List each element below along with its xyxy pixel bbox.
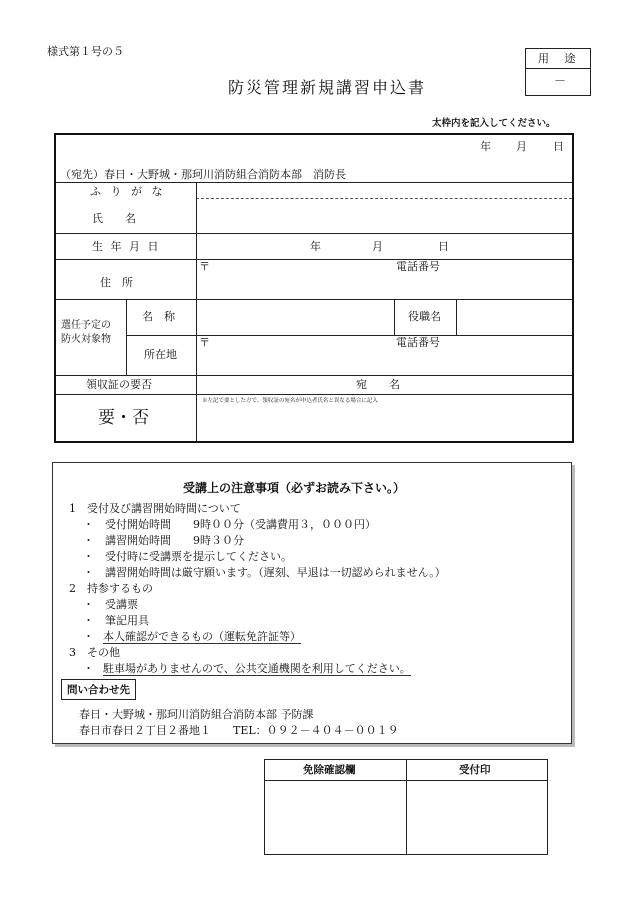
facility-location-field[interactable] [198,337,570,374]
name-field[interactable] [198,200,570,232]
notes-item-bullet: ・ [83,662,94,675]
facility-phone-label: 電話番号 [396,336,440,349]
furigana-label: ふ り が な [90,185,166,198]
birth-day-label: 日 [438,240,449,253]
name-label: 氏 名 [92,212,136,225]
date-year-label: 年 [480,140,491,153]
facility-name-field[interactable] [198,301,392,334]
contact-address: 春日市春日２丁目２番地１ TEL：０９２－４０４－００１９ [79,724,399,737]
phone-label: 電話番号 [396,260,440,273]
exemption-header: 免除確認欄 [303,764,356,776]
addressee-line: （宛先）春日・大野城・那珂川消防組合消防本部 消防長 [60,168,346,181]
usage-label: 用 途 [538,52,582,65]
facility-group-label-2: 防火対象物 [61,334,111,345]
notes-item: 駐車場がありませんので、公共交通機関を利用してください。 [103,662,411,675]
exemption-check-field[interactable] [265,781,405,854]
date-month-label: 月 [516,140,527,153]
notes-item-bullet: ・ [83,630,94,643]
notes-section-2: 2 持参するもの [69,582,153,595]
birthdate-field[interactable] [198,235,570,258]
notes-item: ・ 受講票 [83,598,138,611]
notes-item: ・ 受付時に受講票を提示してください。 [83,550,292,563]
position-label: 役職名 [408,310,441,323]
form-number: 様式第１号の５ [47,45,124,58]
position-field[interactable] [458,301,570,334]
notes-title: 受講上の注意事項（必ずお読み下さい。） [183,481,406,495]
usage-box [525,48,591,96]
facility-postal-mark: 〒 [199,336,210,349]
furigana-field[interactable] [198,184,570,198]
notes-item: 本人確認ができるもの（運転免許証等） [103,630,301,643]
notes-section-3: 3 その他 [69,646,120,659]
facility-location-label: 所在地 [144,348,177,361]
notes-item: ・ 筆記用具 [83,614,149,627]
notes-item: ・ 講習開始時間は厳守願います。（遅刻、早退は一切認められません。） [83,566,446,579]
notes-item: ・ 受付開始時間 9時００分（受講費用３，０００円） [83,518,376,531]
notes-box [52,462,572,744]
address-field[interactable] [198,261,570,298]
birthdate-label: 生 年 月 日 [92,240,161,253]
receipt-label: 領収証の要否 [86,378,152,391]
receipt-addressee-label: 宛 名 [356,378,400,391]
birth-year-label: 年 [310,240,321,253]
receipt-note: ※左記で要とした方で、領収証の宛名が申込者氏名と異なる場合に記入 [202,398,378,404]
date-day-label: 日 [553,140,564,153]
contact-label: 問い合わせ先 [61,679,136,700]
application-form [54,133,574,443]
fill-instruction: 太枠内を記入してください。 [432,118,556,129]
birth-month-label: 月 [372,240,383,253]
receipt-addressee-field[interactable] [198,407,570,440]
receipt-choice[interactable]: 要・否 [98,408,149,428]
receipt-stamp-field[interactable] [407,781,547,854]
check-table [264,759,548,855]
facility-name-label: 名 称 [142,310,175,323]
contact-org: 春日・大野城・那珂川消防組合消防本部 予防課 [79,708,314,721]
notes-item: ・ 講習開始時間 9時３０分 [83,534,244,547]
application-date-field[interactable] [460,138,568,158]
facility-group-label-1: 選任予定の [61,320,111,331]
postal-mark: 〒 [199,260,210,273]
notes-section-1: 1 受付及び講習開始時間について [69,502,241,515]
address-label: 住 所 [100,276,133,289]
page-title: 防災管理新規講習申込書 [228,78,427,97]
usage-value: － [554,74,567,88]
receipt-stamp-header: 受付印 [459,764,491,776]
